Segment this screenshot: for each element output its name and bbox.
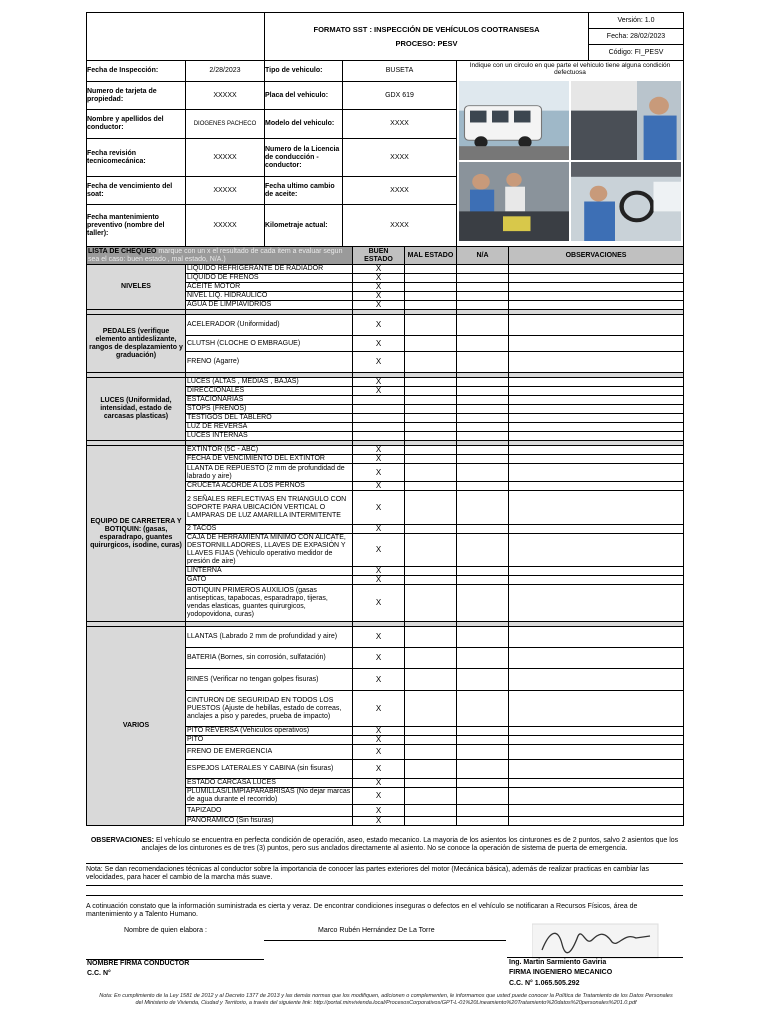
observation-cell[interactable] [509, 315, 684, 336]
na-cell[interactable] [457, 274, 509, 283]
na-cell[interactable] [457, 727, 509, 736]
mal-estado-cell[interactable] [405, 691, 457, 727]
certification-box [86, 903, 683, 921]
item-label: ESPEJOS LATERALES Y CABINA (sin fisuras) [186, 760, 353, 779]
item-label: LINTERNA [186, 567, 353, 576]
buen-estado-cell[interactable]: X [353, 464, 405, 482]
engineer-signature [532, 922, 660, 960]
observations-label: OBSERVACIONES: [90, 837, 154, 844]
legal-footnote: Nota: En cumplimiento de la Ley 1581 de 2012 y al Decreto 1377 de 2013 y las demás normas que los modifiquen, adicionen o complementen, le informamos que usted puede conocer la Política de Tratamiento de los Datos Personales del Ministerio de Vivienda, Ciudad y Territorio, a través del siguiente link: http://portal.minvivienda.local/ProcesosCorporativos/GPT-L-01%20Lineamiento%20Tratamiento%20datos%20personales%201.0.pdf [99, 993, 673, 1006]
buen-estado-cell[interactable]: X [353, 352, 405, 373]
na-cell[interactable] [457, 627, 509, 648]
observation-cell[interactable] [509, 301, 684, 310]
observation-cell[interactable] [509, 805, 684, 817]
buen-estado-cell[interactable]: X [353, 301, 405, 310]
item-label: ACEITE MOTOR [186, 283, 353, 292]
na-cell[interactable] [457, 446, 509, 455]
buen-estado-cell[interactable] [353, 423, 405, 432]
buen-estado-cell[interactable]: X [353, 482, 405, 491]
mal-estado-cell[interactable] [405, 315, 457, 336]
na-cell[interactable] [457, 464, 509, 482]
observation-cell[interactable] [509, 648, 684, 669]
photo-cell [457, 61, 684, 247]
mal-estado-cell[interactable] [405, 265, 457, 274]
buen-estado-cell[interactable]: X [353, 274, 405, 283]
mal-estado-cell[interactable] [405, 525, 457, 534]
buen-estado-cell[interactable]: X [353, 534, 405, 567]
mal-estado-cell[interactable] [405, 446, 457, 455]
buen-estado-cell[interactable]: X [353, 491, 405, 525]
km-label: Kilometraje actual: [265, 205, 343, 247]
buen-estado-cell[interactable] [353, 396, 405, 405]
buen-estado-cell[interactable]: X [353, 315, 405, 336]
buen-estado-cell[interactable]: X [353, 805, 405, 817]
item-label: NIVEL LIQ. HIDRAULICO [186, 292, 353, 301]
observation-cell[interactable] [509, 378, 684, 387]
item-label: FRENO DE EMERGENCIA [186, 745, 353, 760]
na-cell[interactable] [457, 491, 509, 525]
header-title-cell [265, 13, 589, 61]
observation-cell[interactable] [509, 414, 684, 423]
licencia-label: Numero de la Licencia de conducción - conductor: [265, 139, 343, 177]
observation-cell[interactable] [509, 788, 684, 805]
mal-estado-cell[interactable] [405, 405, 457, 414]
elabora-name: Marco Rubén Hernández De La Torre [318, 927, 435, 934]
licencia-value: XXXX [343, 139, 457, 177]
observation-cell[interactable] [509, 585, 684, 622]
item-label: LUCES INTERNAS [186, 432, 353, 441]
observation-cell[interactable] [509, 691, 684, 727]
item-label: CRUCETA ACORDE A LOS PERNOS [186, 482, 353, 491]
na-cell[interactable] [457, 817, 509, 826]
fecha-inspeccion-label: Fecha de Inspección: [87, 61, 186, 82]
na-cell[interactable] [457, 648, 509, 669]
observation-cell[interactable] [509, 576, 684, 585]
buen-estado-cell[interactable]: X [353, 378, 405, 387]
mal-estado-cell[interactable] [405, 352, 457, 373]
conductor-label: Nombre y apellidos del conductor: [87, 110, 186, 139]
mal-estado-cell[interactable] [405, 482, 457, 491]
na-cell[interactable] [457, 336, 509, 352]
item-label: TESTIGOS DEL TABLERO [186, 414, 353, 423]
buen-estado-cell[interactable] [353, 414, 405, 423]
observation-cell[interactable] [509, 627, 684, 648]
tecno-value: XXXXX [186, 139, 265, 177]
na-cell[interactable] [457, 283, 509, 292]
observation-cell[interactable] [509, 525, 684, 534]
item-label: PITO REVERSA (Vehiculos operativos) [186, 727, 353, 736]
certification-text: A cotinuación constato que la información suministrada es cierta y veraz. De encontrar condiciones inseguras o defectos en el vehículo se notificaran a Recursos Físicos, área de mantenimiento y a Talento Humano. [86, 903, 638, 918]
checklist-title: LISTA DE CHEQUEO [88, 247, 157, 255]
observation-cell[interactable] [509, 745, 684, 760]
observation-cell[interactable] [509, 283, 684, 292]
elabora-label: Nombre de quien elabora : [124, 927, 207, 934]
conductor-value: DIOGENES PACHECO [186, 110, 265, 139]
group-niveles: NIVELES [87, 265, 186, 310]
col-mal-estado: MAL ESTADO [405, 247, 457, 265]
checklist-row [87, 265, 684, 274]
col-observaciones: OBSERVACIONES [509, 247, 684, 265]
observation-cell[interactable] [509, 352, 684, 373]
item-label: ACELERADOR (Uniformidad) [186, 315, 353, 336]
mal-estado-cell[interactable] [405, 805, 457, 817]
buen-estado-cell[interactable]: X [353, 525, 405, 534]
item-label: GATO [186, 576, 353, 585]
observation-cell[interactable] [509, 336, 684, 352]
tecno-label: Fecha revisión tecnicomecánica: [87, 139, 186, 177]
observation-cell[interactable] [509, 491, 684, 525]
checklist-row [87, 627, 684, 648]
buen-estado-cell[interactable]: X [353, 627, 405, 648]
mal-estado-cell[interactable] [405, 788, 457, 805]
col-na: N/A [457, 247, 509, 265]
engineer-cc: C.C. N° 1.065.505.292 [509, 980, 580, 987]
na-cell[interactable] [457, 423, 509, 432]
observations-text: El vehículo se encuentra en perfecta condición de operación, aseo, estado mecanico. La mayoria de los asientos los cinturones es de 2 puntos, salvo 2 asientos que los anclajes de los cinturones es de tres (3) puntos, pero sus anclados directamente al asiento. No se conoce la operación de sistema de puerta de emergencia. [141, 837, 679, 852]
buen-estado-cell[interactable]: X [353, 446, 405, 455]
item-label: STOPS (FRENOS) [186, 405, 353, 414]
na-cell[interactable] [457, 534, 509, 567]
mal-estado-cell[interactable] [405, 292, 457, 301]
item-label: TAPIZADO [186, 805, 353, 817]
modelo-value: XXXX [343, 110, 457, 139]
item-label: LLANTA DE REPUESTO (2 mm de profundidad de labrado y aire) [186, 464, 353, 482]
buen-estado-cell[interactable] [353, 432, 405, 441]
mal-estado-cell[interactable] [405, 491, 457, 525]
item-label: PANORAMICO (Sin fisuras) [186, 817, 353, 826]
mal-estado-cell[interactable] [405, 534, 457, 567]
buen-estado-cell[interactable] [353, 405, 405, 414]
na-cell[interactable] [457, 525, 509, 534]
item-label: FRENO (Agarre) [186, 352, 353, 373]
tarjeta-value: XXXXX [186, 82, 265, 110]
nota-box [86, 866, 683, 886]
buen-estado-cell[interactable]: X [353, 745, 405, 760]
mal-estado-cell[interactable] [405, 414, 457, 423]
checklist-row [87, 315, 684, 336]
buen-estado-cell[interactable]: X [353, 455, 405, 464]
na-cell[interactable] [457, 736, 509, 745]
na-cell[interactable] [457, 669, 509, 691]
mal-estado-cell[interactable] [405, 396, 457, 405]
buen-estado-cell[interactable]: X [353, 648, 405, 669]
na-cell[interactable] [457, 352, 509, 373]
na-cell[interactable] [457, 788, 509, 805]
observation-cell[interactable] [509, 446, 684, 455]
na-cell[interactable] [457, 265, 509, 274]
item-label: DIRECCIONALES [186, 387, 353, 396]
item-label: CINTURON DE SEGURIDAD EN TODOS LOS PUESTOS (Ajuste de hebillas, estado de correas, anclajes a piso y paredes, prueba de impacto) [186, 691, 353, 727]
buen-estado-cell[interactable]: X [353, 788, 405, 805]
na-cell[interactable] [457, 805, 509, 817]
mal-estado-cell[interactable] [405, 336, 457, 352]
photo-van-exterior [459, 81, 569, 160]
na-cell[interactable] [457, 414, 509, 423]
buen-estado-cell[interactable]: X [353, 669, 405, 691]
mal-estado-cell[interactable] [405, 455, 457, 464]
checklist-header [87, 247, 353, 265]
item-label: LIQUIDO DE FRENOS [186, 274, 353, 283]
item-label: LUCES (ALTAS , MEDIAS , BAJAS) [186, 378, 353, 387]
form-title: FORMATO SST : INSPECCIÓN DE VEHÍCULOS COOTRANSESA [313, 24, 540, 34]
tarjeta-label: Numero de tarjeta de propiedad: [87, 82, 186, 110]
na-cell[interactable] [457, 745, 509, 760]
item-label: 2 TACOS [186, 525, 353, 534]
observation-cell[interactable] [509, 534, 684, 567]
checklist-row [87, 446, 684, 455]
item-label: CLUTSH (CLOCHE O EMBRAGUE) [186, 336, 353, 352]
nota-text: Nota: Se dan recomendaciones técnicas al conductor sobre la importancia de conocer las partes exteriores del motor (Mecánica básica), además de realizar practicas en cambiar las velocidades, para hacer el cambio de la marcha más suave. [86, 866, 650, 881]
mal-estado-cell[interactable] [405, 760, 457, 779]
mal-estado-cell[interactable] [405, 648, 457, 669]
item-label: FECHA DE VENCIMIENTO DEL EXTINTOR [186, 455, 353, 464]
mal-estado-cell[interactable] [405, 274, 457, 283]
observation-cell[interactable] [509, 567, 684, 576]
buen-estado-cell[interactable]: X [353, 576, 405, 585]
tipo-vehiculo-label: Tipo de vehiculo: [265, 61, 343, 82]
code-label: Código: FI_PESV [589, 45, 684, 61]
soat-label: Fecha de vencimiento del soat: [87, 177, 186, 205]
na-cell[interactable] [457, 387, 509, 396]
na-cell[interactable] [457, 432, 509, 441]
buen-estado-cell[interactable]: X [353, 760, 405, 779]
observation-cell[interactable] [509, 265, 684, 274]
mal-estado-cell[interactable] [405, 301, 457, 310]
observation-cell[interactable] [509, 736, 684, 745]
na-cell[interactable] [457, 396, 509, 405]
na-cell[interactable] [457, 315, 509, 336]
group-pedales: PEDALES (verifique elemento antideslizante, rangos de desplazamiento y graduación) [87, 315, 186, 373]
engineer-title: FIRMA INGENIERO MECANICO [509, 969, 613, 976]
mantenimiento-label: Fecha mantenimiento preventivo (nombre del taller): [87, 205, 186, 247]
logo-area [87, 13, 265, 61]
photo-instruction: Indique con un circulo en que parte el vehiculo tiene alguna condición defectuosa [469, 62, 671, 76]
group-equipo: EQUIPO DE CARRETERA Y BOTIQUIN: (gasas, esparadrapo, guantes quirurgicos, isodine, curas) [87, 446, 186, 622]
km-value: XXXX [343, 205, 457, 247]
buen-estado-cell[interactable]: X [353, 283, 405, 292]
observation-cell[interactable] [509, 482, 684, 491]
item-label: LIQUIDO REFRIGERANTE DE RADIADOR [186, 265, 353, 274]
mal-estado-cell[interactable] [405, 432, 457, 441]
fecha-inspeccion-value: 2/28/2023 [186, 61, 265, 82]
item-label: RINES (Verificar no tengan golpes fisuras) [186, 669, 353, 691]
conductor-cc: C.C. N° [87, 970, 111, 977]
observation-cell[interactable] [509, 405, 684, 414]
observation-cell[interactable] [509, 727, 684, 736]
item-label: 2 SEÑALES REFLECTIVAS EN TRIANGULO CON SOPORTE PARA UBICACIÓN VERTICAL O LAMPARAS DE LUZ AMARILLA INTERMITENTE [186, 491, 353, 525]
placa-value: GDX 619 [343, 82, 457, 110]
na-cell[interactable] [457, 301, 509, 310]
mal-estado-cell[interactable] [405, 779, 457, 788]
buen-estado-cell[interactable]: X [353, 292, 405, 301]
mal-estado-cell[interactable] [405, 736, 457, 745]
observation-cell[interactable] [509, 760, 684, 779]
photo-engine-bay [459, 162, 569, 241]
mal-estado-cell[interactable] [405, 817, 457, 826]
observation-cell[interactable] [509, 669, 684, 691]
na-cell[interactable] [457, 482, 509, 491]
checklist-row [87, 378, 684, 387]
mal-estado-cell[interactable] [405, 576, 457, 585]
observation-cell[interactable] [509, 387, 684, 396]
buen-estado-cell[interactable]: X [353, 387, 405, 396]
mal-estado-cell[interactable] [405, 727, 457, 736]
na-cell[interactable] [457, 378, 509, 387]
mal-estado-cell[interactable] [405, 745, 457, 760]
mal-estado-cell[interactable] [405, 585, 457, 622]
mal-estado-cell[interactable] [405, 627, 457, 648]
observation-cell[interactable] [509, 779, 684, 788]
photo-driver-cabin [571, 162, 681, 241]
item-label: PITO [186, 736, 353, 745]
buen-estado-cell[interactable]: X [353, 265, 405, 274]
mal-estado-cell[interactable] [405, 378, 457, 387]
buen-estado-cell[interactable]: X [353, 736, 405, 745]
mantenimiento-value: XXXXX [186, 205, 265, 247]
item-label: LLANTAS (Labrado 2 mm de profundidad y aire) [186, 627, 353, 648]
form-header [86, 12, 684, 61]
na-cell[interactable] [457, 760, 509, 779]
na-cell[interactable] [457, 567, 509, 576]
observation-cell[interactable] [509, 423, 684, 432]
observation-cell[interactable] [509, 292, 684, 301]
buen-estado-cell[interactable]: X [353, 336, 405, 352]
observation-cell[interactable] [509, 432, 684, 441]
modelo-label: Modelo del vehiculo: [265, 110, 343, 139]
observation-cell[interactable] [509, 274, 684, 283]
buen-estado-cell[interactable]: X [353, 567, 405, 576]
group-varios: VARIOS [87, 627, 186, 826]
version-label: Versión: 1.0 [589, 13, 684, 29]
vehicle-photos [457, 79, 683, 243]
col-buen-estado: BUEN ESTADO [353, 247, 405, 265]
placa-label: Placa del vehiculo: [265, 82, 343, 110]
date-label: Fecha: 28/02/2023 [589, 29, 684, 45]
na-cell[interactable] [457, 779, 509, 788]
mal-estado-cell[interactable] [405, 283, 457, 292]
na-cell[interactable] [457, 292, 509, 301]
buen-estado-cell[interactable]: X [353, 585, 405, 622]
item-label: ESTACIONARIAS [186, 396, 353, 405]
item-label: EXTINTOR (5C - ABC) [186, 446, 353, 455]
observation-cell[interactable] [509, 464, 684, 482]
buen-estado-cell[interactable]: X [353, 727, 405, 736]
na-cell[interactable] [457, 455, 509, 464]
na-cell[interactable] [457, 691, 509, 727]
elabora-line [264, 940, 506, 941]
buen-estado-cell[interactable]: X [353, 779, 405, 788]
item-label: ESTADO CARCASA LUCES [186, 779, 353, 788]
item-label: BATERIA (Bornes, sin corrosión, sulfatación) [186, 648, 353, 669]
conductor-sign-label: NOMBRE FIRMA CONDUCTOR [87, 960, 190, 967]
item-label: CAJA DE HERRAMIENTA MINIMO CON ALICATE, DESTORNILLADORES, LLAVES DE EXPASIÓN Y LLAVES FIJAS (Vehiculo operativo medidor de presión de aire) [186, 534, 353, 567]
tipo-vehiculo-value: BUSETA [343, 61, 457, 82]
observation-cell[interactable] [509, 455, 684, 464]
item-label: BOTIQUIN PRIMEROS AUXILIOS (gasas antisepticas, tapabocas, esparadrapo, tijeras, vendas elasticas, guantes quirurgicos, yodopovidona, curas) [186, 585, 353, 622]
aceite-label: Fecha ultimo cambio de aceite: [265, 177, 343, 205]
checklist-instruction: marque con un x el resultado de cada item a evaluar segun sea el caso: buen estado , mal estado, N/A.) [88, 247, 343, 263]
mal-estado-cell[interactable] [405, 423, 457, 432]
mal-estado-cell[interactable] [405, 669, 457, 691]
na-cell[interactable] [457, 576, 509, 585]
vehicle-info-table [86, 60, 684, 247]
group-luces: LUCES (Uniformidad, intensidad, estado de carcasas plasticas) [87, 378, 186, 441]
item-label: PLUMILLAS/LIMPIAPARABRISAS (No dejar marcas de agua durante el recorrido) [186, 788, 353, 805]
divider-line [86, 895, 683, 896]
observations-box [86, 837, 683, 864]
observation-cell[interactable] [509, 396, 684, 405]
mal-estado-cell[interactable] [405, 567, 457, 576]
buen-estado-cell[interactable]: X [353, 691, 405, 727]
na-cell[interactable] [457, 405, 509, 414]
aceite-value: XXXX [343, 177, 457, 205]
mal-estado-cell[interactable] [405, 464, 457, 482]
photo-inspector-engine [571, 81, 681, 160]
process-label: PROCESO: PESV [395, 38, 458, 48]
observation-cell[interactable] [509, 817, 684, 826]
engineer-name: Ing. Martin Sarmiento Gaviria [509, 959, 607, 966]
buen-estado-cell[interactable]: X [353, 817, 405, 826]
soat-value: XXXXX [186, 177, 265, 205]
checklist-table [86, 246, 684, 826]
mal-estado-cell[interactable] [405, 387, 457, 396]
item-label: LUZ DE REVERSA [186, 423, 353, 432]
item-label: AGUA DE LIMPIAVIDRIOS [186, 301, 353, 310]
na-cell[interactable] [457, 585, 509, 622]
